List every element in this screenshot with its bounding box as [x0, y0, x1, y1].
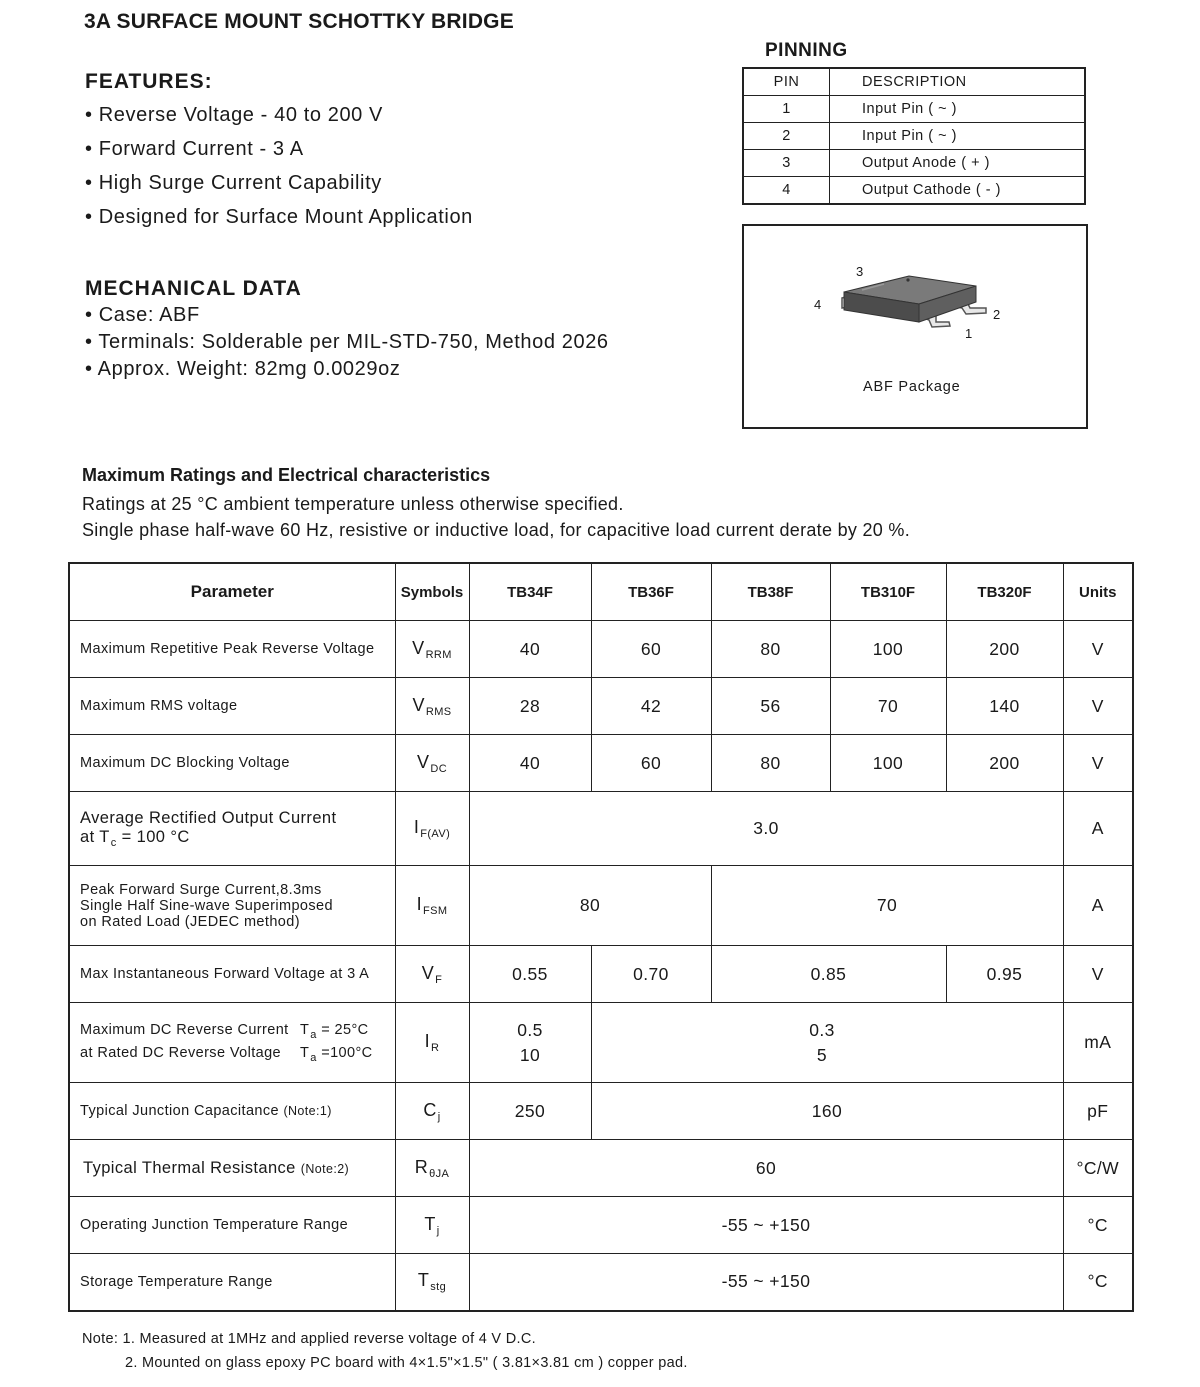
- unit-cell: V: [1063, 946, 1133, 1003]
- pinning-row: [743, 123, 1085, 150]
- value-cell: 100: [830, 621, 946, 678]
- parameter-cell: Storage Temperature Range: [69, 1254, 395, 1311]
- value-cell: 250: [469, 1083, 591, 1140]
- parameter-cell: Average Rectified Output Current at $T_c = 100$ °C: [69, 792, 395, 866]
- value-cell: 0.95: [946, 946, 1063, 1003]
- table-row: [69, 792, 1133, 866]
- pin-number: 3: [743, 150, 830, 177]
- parameter-cell: Max Instantaneous Forward Voltage at 3 A: [69, 946, 395, 1003]
- unit-cell: A: [1063, 792, 1133, 866]
- value-cell: -55 ~ +150: [469, 1197, 1063, 1254]
- value-cell: 60: [591, 735, 711, 792]
- pinning-row: [743, 177, 1085, 205]
- parameter-cell: Operating Junction Temperature Range: [69, 1197, 395, 1254]
- model-header: TB38F: [711, 563, 830, 621]
- ratings-condition: Ratings at 25 °C ambient temperature unless otherwise specified.: [82, 494, 624, 514]
- symbol-cell: $V_{RRM}$: [395, 621, 469, 678]
- pinning-row: [743, 96, 1085, 123]
- unit-cell: pF: [1063, 1083, 1133, 1140]
- pin-description: Output Anode ( + ): [830, 150, 1086, 177]
- value-cell: 160: [591, 1083, 1063, 1140]
- package-caption: ABF Package: [863, 379, 961, 395]
- ratings-heading: Maximum Ratings and Electrical characteristics: [82, 465, 491, 485]
- notes: [82, 1327, 688, 1375]
- value-cell: 0.55: [469, 946, 591, 1003]
- value-cell: 80: [469, 866, 711, 946]
- table-header-row: [69, 563, 1133, 621]
- package-pin-label: 3: [856, 264, 864, 279]
- desc-col-header: DESCRIPTION: [830, 68, 1086, 96]
- pin-description: Input Pin ( ~ ): [830, 96, 1086, 123]
- symbol-cell: $T_j$: [395, 1197, 469, 1254]
- feature-item: • High Surge Current Capability: [85, 172, 382, 194]
- table-row: [69, 735, 1133, 792]
- parameter-cell: Typical Thermal Resistance (Note:2): [69, 1140, 395, 1197]
- pin-col-header: PIN: [743, 68, 830, 96]
- note-line: Note: 1. Measured at 1MHz and applied reverse voltage of 4 V D.C.: [82, 1331, 536, 1347]
- parameter-header: Parameter: [69, 563, 395, 621]
- value-cell: 80: [711, 735, 830, 792]
- package-pin-label: 1: [965, 326, 973, 341]
- unit-cell: V: [1063, 678, 1133, 735]
- value-cell: 60: [469, 1140, 1063, 1197]
- parameter-cell: Maximum DC Blocking Voltage: [69, 735, 395, 792]
- symbol-cell: $V_{RMS}$: [395, 678, 469, 735]
- unit-cell: °C: [1063, 1197, 1133, 1254]
- pinning-table: [742, 67, 1086, 205]
- value-cell: 140: [946, 678, 1063, 735]
- value-cell: 0.3 5: [591, 1003, 1063, 1083]
- pin-description: Output Cathode ( - ): [830, 177, 1086, 205]
- value-cell: 0.5 10: [469, 1003, 591, 1083]
- unit-cell: mA: [1063, 1003, 1133, 1083]
- symbols-header: Symbols: [395, 563, 469, 621]
- parameter-cell: Maximum DC Reverse Current $T_a = 25^\circ C$ at Rated DC Reverse Voltage $T_a =100^\circ C$: [69, 1003, 395, 1083]
- model-header: TB36F: [591, 563, 711, 621]
- package-pin-label: 2: [993, 307, 1001, 322]
- feature-item: • Designed for Surface Mount Application: [85, 206, 473, 228]
- value-cell: 28: [469, 678, 591, 735]
- symbol-cell: $I_R$: [395, 1003, 469, 1083]
- value-cell: 70: [711, 866, 1063, 946]
- value-cell: 40: [469, 735, 591, 792]
- pin-description: Input Pin ( ~ ): [830, 123, 1086, 150]
- table-row: [69, 1254, 1133, 1311]
- parameter-cell: Peak Forward Surge Current,8.3ms Single Half Sine-wave Superimposed on Rated Load (JEDEC method): [69, 866, 395, 946]
- pinning-heading: PINNING: [765, 40, 848, 61]
- mechanical-item: • Approx. Weight: 82mg 0.0029oz: [85, 358, 401, 380]
- note-line: 2. Mounted on glass epoxy PC board with 4×1.5"×1.5" ( 3.81×3.81 cm ) copper pad.: [125, 1355, 688, 1371]
- document-title: 3A SURFACE MOUNT SCHOTTKY BRIDGE: [84, 10, 514, 33]
- value-cell: 0.70: [591, 946, 711, 1003]
- value-cell: 100: [830, 735, 946, 792]
- feature-item: • Reverse Voltage - 40 to 200 V: [85, 104, 384, 126]
- table-row: [69, 678, 1133, 735]
- value-cell: 200: [946, 621, 1063, 678]
- value-cell: 42: [591, 678, 711, 735]
- value-cell: 60: [591, 621, 711, 678]
- table-row: [69, 946, 1133, 1003]
- ratings-condition: Single phase half-wave 60 Hz, resistive or inductive load, for capacitive load current derate by 20 %.: [82, 520, 911, 540]
- table-row: [69, 1083, 1133, 1140]
- table-row: [69, 1140, 1133, 1197]
- value-cell: 40: [469, 621, 591, 678]
- feature-item: • Forward Current - 3 A: [85, 138, 304, 160]
- table-row: [69, 866, 1133, 946]
- symbol-cell: $T_{stg}$: [395, 1254, 469, 1311]
- value-cell: 70: [830, 678, 946, 735]
- model-header: TB310F: [830, 563, 946, 621]
- symbol-cell: $I_{FSM}$: [395, 866, 469, 946]
- pin-number: 4: [743, 177, 830, 205]
- value-cell: 200: [946, 735, 1063, 792]
- symbol-cell: $V_F$: [395, 946, 469, 1003]
- unit-cell: °C: [1063, 1254, 1133, 1311]
- value-cell: 0.85: [711, 946, 946, 1003]
- unit-cell: °C/W: [1063, 1140, 1133, 1197]
- symbol-cell: $R_{\theta JA}$: [395, 1140, 469, 1197]
- table-row: [69, 1197, 1133, 1254]
- mechanical-item: • Terminals: Solderable per MIL-STD-750, Method 2026: [85, 331, 609, 353]
- mechanical-heading: MECHANICAL DATA: [85, 277, 302, 300]
- symbol-cell: $V_{DC}$: [395, 735, 469, 792]
- package-pin-label: 4: [814, 297, 822, 312]
- value-cell: 80: [711, 621, 830, 678]
- unit-cell: V: [1063, 735, 1133, 792]
- pin-number: 2: [743, 123, 830, 150]
- value-cell: -55 ~ +150: [469, 1254, 1063, 1311]
- table-row: [69, 621, 1133, 678]
- features-heading: FEATURES:: [85, 70, 213, 93]
- value-cell: 56: [711, 678, 830, 735]
- symbol-cell: $I_{F(AV)}$: [395, 792, 469, 866]
- table-row: [69, 1003, 1133, 1083]
- electrical-characteristics-table: [68, 562, 1134, 1312]
- parameter-cell: Typical Junction Capacitance (Note:1): [69, 1083, 395, 1140]
- pinning-header-row: [743, 68, 1085, 96]
- parameter-cell: Maximum RMS voltage: [69, 678, 395, 735]
- pinning-row: [743, 150, 1085, 177]
- value-cell: 3.0: [469, 792, 1063, 866]
- unit-cell: A: [1063, 866, 1133, 946]
- units-header: Units: [1063, 563, 1133, 621]
- model-header: TB320F: [946, 563, 1063, 621]
- package-drawing: [744, 226, 1086, 427]
- unit-cell: V: [1063, 621, 1133, 678]
- model-header: TB34F: [469, 563, 591, 621]
- parameter-cell: Maximum Repetitive Peak Reverse Voltage: [69, 621, 395, 678]
- package-figure-box: [742, 224, 1088, 429]
- symbol-cell: $C_j$: [395, 1083, 469, 1140]
- pin-number: 1: [743, 96, 830, 123]
- mechanical-item: • Case: ABF: [85, 304, 200, 326]
